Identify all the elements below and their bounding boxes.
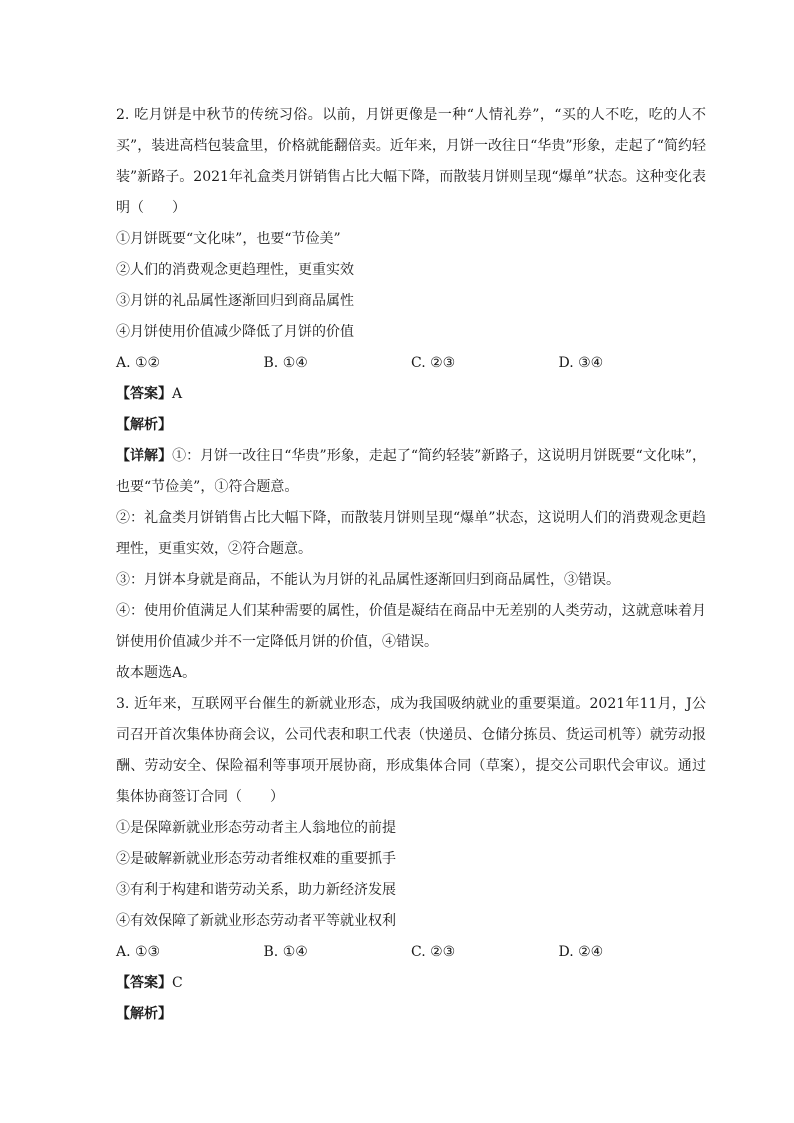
question-3-choice-b: B. ①④ (263, 944, 308, 960)
question-3-option-1: ①是保障新就业形态劳动者主人翁地位的前提 (116, 820, 396, 836)
question-2-detail-3: ③：月饼本身就是商品，不能认为月饼的礼品属性逐渐回归到商品属性，③错误。 (116, 572, 620, 588)
detail-tag: 【详解】 (116, 448, 173, 464)
question-2-option-4: ④月饼使用价值减少降低了月饼的价值 (116, 324, 354, 340)
question-2-option-1: ①月饼既要“文化味”，也要“节俭美” (116, 231, 341, 247)
question-3-choice-a: A. ①③ (116, 944, 161, 960)
question-2-analysis-tag: 【解析】 (116, 417, 172, 433)
question-2-conclusion: 故本题选A。 (116, 665, 197, 681)
question-3-option-4: ④有效保障了新就业形态劳动者平等就业权利 (116, 913, 396, 929)
question-2-stem: 2. 吃月饼是中秋节的传统习俗。以前，月饼更像是一种“人情礼券”，“买的人不吃，吃的人不买”，装进高档包装盒里，价格就能翻倍卖。近年来，月饼一改往日“华贵”形象，走起了“简约轻装”新路子。2021年礼盒类月饼销售占比大幅下降，而散装月饼则呈现“爆单”状态。这种变化表明（ ） (116, 107, 706, 216)
question-3-choice-d: D. ②④ (558, 944, 604, 960)
question-3-option-2: ②是破解新就业形态劳动者维权难的重要抓手 (116, 851, 396, 867)
answer-value: A (172, 386, 183, 402)
question-2-detail-1 (116, 441, 706, 503)
question-2-option-2: ②人们的消费观念更趋理性，更重实效 (116, 262, 354, 278)
detail-text: ①：月饼一改往日“华贵”形象，走起了“简约轻装”新路子，这说明月饼既要“文化味”，也要“节俭美”，①符合题意。 (116, 448, 707, 495)
question-2-choice-b: B. ①④ (263, 355, 308, 371)
question-3-analysis-tag: 【解析】 (116, 1006, 172, 1022)
question-3-choice-c: C. ②③ (411, 944, 456, 960)
answer-tag: 【答案】 (116, 975, 172, 991)
question-2-choices (116, 348, 706, 379)
answer-tag: 【答案】 (116, 386, 172, 402)
question-3-answer (116, 968, 706, 999)
question-2-answer (116, 379, 706, 410)
question-2-detail-4: ④：使用价值满足人们某种需要的属性，价值是凝结在商品中无差别的人类劳动，这就意味着月饼使用价值减少并不一定降低月饼的价值，④错误。 (116, 603, 706, 650)
question-3-stem: 3. 近年来，互联网平台催生的新就业形态，成为我国吸纳就业的重要渠道。2021年11月，J公司召开首次集体协商会议，公司代表和职工代表（快递员、仓储分拣员、货运司机等）就劳动报酬、劳动安全、保险福利等事项开展协商，形成集体合同（草案），提交公司职代会审议。通过集体协商签订合同（ ） (116, 696, 706, 805)
question-2-choice-c: C. ②③ (411, 355, 456, 371)
question-2-choice-d: D. ③④ (558, 355, 604, 371)
question-2-choice-a: A. ①② (116, 355, 161, 371)
document-page (116, 100, 706, 1030)
answer-value: C (172, 975, 183, 991)
question-3-option-3: ③有利于构建和谐劳动关系，助力新经济发展 (116, 882, 396, 898)
question-2-detail-2: ②：礼盒类月饼销售占比大幅下降，而散装月饼则呈现“爆单”状态，这说明人们的消费观念更趋理性，更重实效，②符合题意。 (116, 510, 706, 557)
question-2-option-3: ③月饼的礼品属性逐渐回归到商品属性 (116, 293, 354, 309)
question-3-choices (116, 937, 706, 968)
